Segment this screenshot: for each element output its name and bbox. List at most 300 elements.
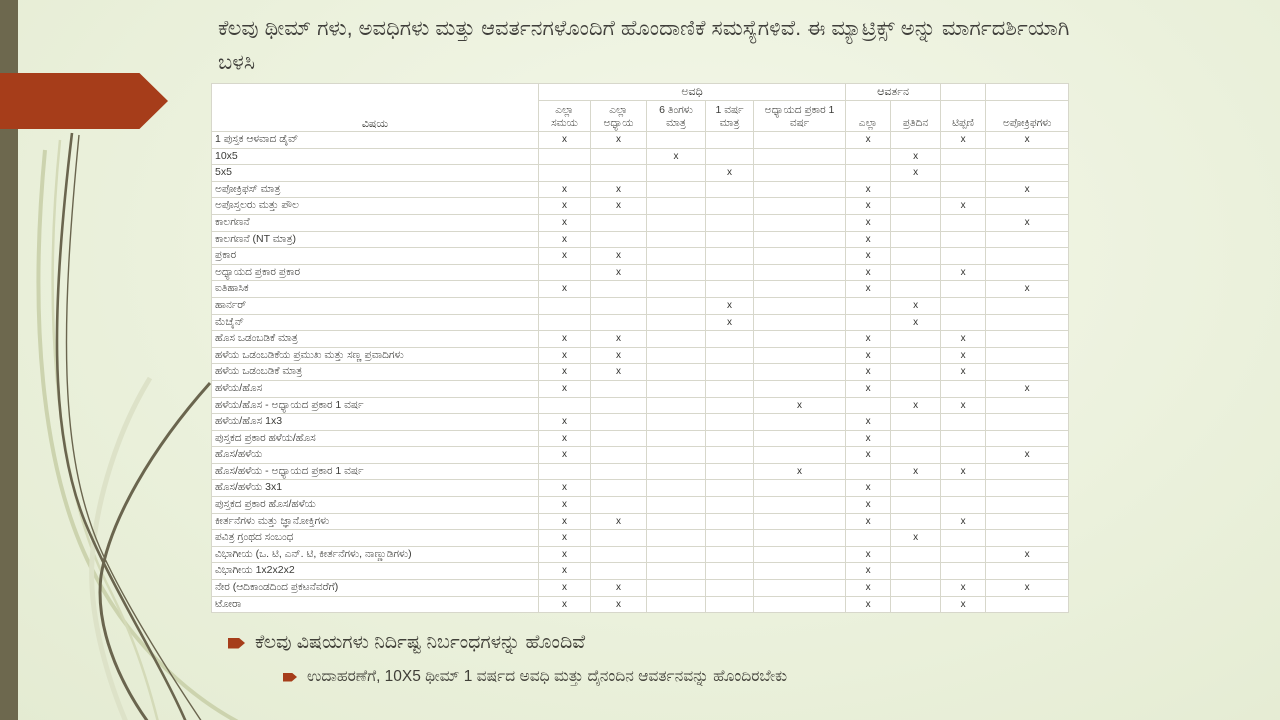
column-header: ಎಲ್ಲಾ ಸಮಯ xyxy=(539,101,591,132)
bullet-text: ಉದಾಹರಣೆಗೆ, 10X5 ಥೀಮ್ 1 ವರ್ಷದ ಅವಧಿ ಮತ್ತು ದೈನಂದಿನ ಆವರ್ತನವನ್ನು ಹೊಂದಿರಬೇಕು xyxy=(307,668,788,685)
mark-cell: x xyxy=(846,380,891,397)
mark-cell xyxy=(754,497,846,514)
mark-cell xyxy=(986,497,1069,514)
mark-cell: x xyxy=(986,546,1069,563)
mark-cell xyxy=(539,148,591,165)
row-label: ಐತಿಹಾಸಿಕ xyxy=(212,281,539,298)
mark-cell xyxy=(891,331,941,348)
mark-cell xyxy=(986,397,1069,414)
mark-cell: x xyxy=(846,364,891,381)
compatibility-matrix xyxy=(211,83,1069,613)
row-label: ಅಪೋಕ್ರಿಫಸ್ ಮಾತ್ರ xyxy=(212,181,539,198)
mark-cell: x xyxy=(846,264,891,281)
mark-cell: x xyxy=(591,347,647,364)
mark-cell: x xyxy=(539,513,591,530)
row-label: ಅಧ್ಯಾಯದ ಪ್ರಕಾರ ಪ್ರಕಾರ xyxy=(212,264,539,281)
mark-cell xyxy=(591,497,647,514)
mark-cell xyxy=(986,530,1069,547)
mark-cell: x xyxy=(986,580,1069,597)
mark-cell xyxy=(591,231,647,248)
mark-cell xyxy=(941,546,986,563)
table-row xyxy=(212,414,1069,431)
mark-cell: x xyxy=(891,463,941,480)
mark-cell xyxy=(706,264,754,281)
mark-cell xyxy=(891,414,941,431)
mark-cell: x xyxy=(754,397,846,414)
mark-cell xyxy=(591,397,647,414)
group-header-empty-2 xyxy=(986,84,1069,101)
mark-cell: x xyxy=(986,214,1069,231)
column-header: ಟಿಪ್ಪಣಿ xyxy=(941,101,986,132)
mark-cell xyxy=(986,463,1069,480)
mark-cell xyxy=(986,331,1069,348)
mark-cell xyxy=(706,546,754,563)
mark-cell xyxy=(706,181,754,198)
mark-cell xyxy=(591,314,647,331)
mark-cell xyxy=(591,447,647,464)
mark-cell xyxy=(941,314,986,331)
mark-cell: x xyxy=(591,181,647,198)
mark-cell xyxy=(754,347,846,364)
mark-cell xyxy=(706,331,754,348)
mark-cell: x xyxy=(539,596,591,613)
mark-cell xyxy=(891,447,941,464)
mark-cell: x xyxy=(591,580,647,597)
mark-cell xyxy=(647,132,706,149)
row-label: ಹಳೆಯ/ಹೊಸ - ಅಧ್ಯಾಯದ ಪ್ರಕಾರ 1 ವರ್ಷ xyxy=(212,397,539,414)
mark-cell: x xyxy=(591,513,647,530)
mark-cell: x xyxy=(986,181,1069,198)
mark-cell xyxy=(891,480,941,497)
mark-cell: x xyxy=(941,513,986,530)
mark-cell xyxy=(754,513,846,530)
mark-cell: x xyxy=(846,497,891,514)
mark-cell: x xyxy=(846,248,891,265)
mark-cell: x xyxy=(539,530,591,547)
table-row xyxy=(212,380,1069,397)
mark-cell xyxy=(754,331,846,348)
mark-cell xyxy=(647,380,706,397)
mark-cell: x xyxy=(941,463,986,480)
mark-cell: x xyxy=(591,364,647,381)
mark-cell xyxy=(754,297,846,314)
mark-cell xyxy=(986,596,1069,613)
mark-cell xyxy=(986,563,1069,580)
mark-cell xyxy=(706,596,754,613)
group-header-row xyxy=(212,84,1069,101)
mark-cell: x xyxy=(539,231,591,248)
mark-cell xyxy=(539,165,591,182)
mark-cell xyxy=(754,546,846,563)
mark-cell xyxy=(846,397,891,414)
mark-cell: x xyxy=(941,264,986,281)
mark-cell xyxy=(941,214,986,231)
mark-cell xyxy=(706,580,754,597)
mark-cell: x xyxy=(846,580,891,597)
mark-cell: x xyxy=(941,198,986,215)
mark-cell: x xyxy=(539,497,591,514)
mark-cell xyxy=(941,414,986,431)
column-header: ಎಲ್ಲಾ ಅಧ್ಯಾಯ xyxy=(591,101,647,132)
mark-cell xyxy=(647,480,706,497)
mark-cell xyxy=(941,430,986,447)
mark-cell xyxy=(706,364,754,381)
table-row xyxy=(212,281,1069,298)
mark-cell xyxy=(706,447,754,464)
mark-cell: x xyxy=(591,331,647,348)
mark-cell: x xyxy=(846,347,891,364)
mark-cell xyxy=(706,530,754,547)
mark-cell xyxy=(754,480,846,497)
mark-cell xyxy=(706,480,754,497)
mark-cell xyxy=(986,364,1069,381)
mark-cell xyxy=(647,530,706,547)
mark-cell xyxy=(941,148,986,165)
mark-cell: x xyxy=(846,480,891,497)
mark-cell xyxy=(647,248,706,265)
mark-cell xyxy=(891,264,941,281)
row-label: ಕಾಲಗಣನೆ (NT ಮಾತ್ರ) xyxy=(212,231,539,248)
mark-cell xyxy=(591,281,647,298)
mark-cell xyxy=(647,297,706,314)
mark-cell xyxy=(891,248,941,265)
mark-cell xyxy=(706,414,754,431)
mark-cell xyxy=(891,596,941,613)
mark-cell xyxy=(647,497,706,514)
mark-cell: x xyxy=(846,430,891,447)
mark-cell xyxy=(754,281,846,298)
row-label: ನೇರ (ಆದಿಕಾಂಡದಿಂದ ಪ್ರಕಟನೆವರೆಗೆ) xyxy=(212,580,539,597)
mark-cell: x xyxy=(846,214,891,231)
mark-cell xyxy=(941,447,986,464)
row-label: ಕಾಲಗಣನೆ xyxy=(212,214,539,231)
table-row xyxy=(212,546,1069,563)
mark-cell xyxy=(706,463,754,480)
table-row xyxy=(212,264,1069,281)
mark-cell xyxy=(706,148,754,165)
mark-cell xyxy=(754,314,846,331)
mark-cell xyxy=(986,248,1069,265)
mark-cell: x xyxy=(846,331,891,348)
column-header: ಅಧ್ಯಾಯದ ಪ್ರಕಾರ 1 ವರ್ಷ xyxy=(754,101,846,132)
column-header-subject: ವಿಷಯ xyxy=(212,84,539,132)
mark-cell xyxy=(647,397,706,414)
mark-cell: x xyxy=(846,596,891,613)
mark-cell: x xyxy=(706,297,754,314)
mark-cell xyxy=(591,530,647,547)
mark-cell xyxy=(846,165,891,182)
mark-cell xyxy=(591,563,647,580)
mark-cell xyxy=(706,248,754,265)
mark-cell: x xyxy=(647,148,706,165)
mark-cell xyxy=(986,430,1069,447)
mark-cell xyxy=(706,281,754,298)
column-header: ಎಲ್ಲಾ xyxy=(846,101,891,132)
mark-cell xyxy=(591,148,647,165)
mark-cell xyxy=(754,447,846,464)
row-label: 5x5 xyxy=(212,165,539,182)
row-label: 1 ಪುಸ್ತಕ ಆಳವಾದ ಡೈವ್ xyxy=(212,132,539,149)
table-row xyxy=(212,198,1069,215)
table-row xyxy=(212,331,1069,348)
mark-cell: x xyxy=(539,414,591,431)
mark-cell xyxy=(647,414,706,431)
mark-cell: x xyxy=(846,132,891,149)
mark-cell xyxy=(647,198,706,215)
mark-cell: x xyxy=(941,596,986,613)
mark-cell xyxy=(591,546,647,563)
bullet-list xyxy=(228,632,787,686)
mark-cell: x xyxy=(846,414,891,431)
mark-cell xyxy=(986,480,1069,497)
mark-cell: x xyxy=(891,314,941,331)
mark-cell xyxy=(647,165,706,182)
column-header: 6 ತಿಂಗಳು ಮಾತ್ರ xyxy=(647,101,706,132)
mark-cell xyxy=(754,414,846,431)
table-row xyxy=(212,563,1069,580)
row-label: ವಿಭಾಗೀಯ 1x2x2x2 xyxy=(212,563,539,580)
row-label: ಹೊಸ/ಹಳೆಯ xyxy=(212,447,539,464)
mark-cell xyxy=(986,513,1069,530)
mark-cell: x xyxy=(846,546,891,563)
row-label: 10x5 xyxy=(212,148,539,165)
mark-cell xyxy=(706,198,754,215)
mark-cell xyxy=(754,596,846,613)
accent-arrow-shape xyxy=(0,73,168,129)
mark-cell xyxy=(941,480,986,497)
mark-cell xyxy=(706,497,754,514)
row-label: ಟೋರಾ xyxy=(212,596,539,613)
bullet-arrow-icon xyxy=(228,638,245,649)
slide-title: ಕೆಲವು ಥೀಮ್ ಗಳು, ಅವಧಿಗಳು ಮತ್ತು ಆವರ್ತನಗಳೊಂದಿಗೆ ಹೊಂದಾಣಿಕೆ ಸಮಸ್ಯೆಗಳಿವೆ. ಈ ಮ್ಯಾಟ್ರಿಕ್ಸ್ ಅನ್ನು ಮಾರ್ಗದರ್ಶಿಯಾಗಿ ಬಳಸಿ xyxy=(218,17,1070,74)
mark-cell xyxy=(891,497,941,514)
mark-cell xyxy=(706,214,754,231)
table-row xyxy=(212,513,1069,530)
bullet-arrow-icon xyxy=(283,673,297,682)
table-row xyxy=(212,314,1069,331)
mark-cell xyxy=(754,563,846,580)
mark-cell xyxy=(986,314,1069,331)
row-label: ಅಪೊಸ್ತಲರು ಮತ್ತು ಪೌಲ xyxy=(212,198,539,215)
mark-cell xyxy=(647,447,706,464)
mark-cell xyxy=(891,364,941,381)
mark-cell xyxy=(539,314,591,331)
table-row xyxy=(212,463,1069,480)
row-label: ಹೊಸ/ಹಳೆಯ - ಅಧ್ಯಾಯದ ಪ್ರಕಾರ 1 ವರ್ಷ xyxy=(212,463,539,480)
mark-cell xyxy=(539,397,591,414)
table-row xyxy=(212,297,1069,314)
mark-cell xyxy=(706,397,754,414)
mark-cell: x xyxy=(539,347,591,364)
bullet-item xyxy=(228,632,787,654)
mark-cell: x xyxy=(941,364,986,381)
mark-cell xyxy=(754,132,846,149)
mark-cell xyxy=(846,148,891,165)
mark-cell xyxy=(891,380,941,397)
mark-cell xyxy=(754,530,846,547)
row-label: ಹಾರ್ನರ್ xyxy=(212,297,539,314)
mark-cell xyxy=(539,297,591,314)
mark-cell: x xyxy=(539,181,591,198)
mark-cell xyxy=(754,364,846,381)
mark-cell: x xyxy=(539,447,591,464)
mark-cell xyxy=(986,297,1069,314)
mark-cell: x xyxy=(846,447,891,464)
mark-cell: x xyxy=(591,132,647,149)
mark-cell: x xyxy=(706,165,754,182)
mark-cell xyxy=(941,165,986,182)
mark-cell xyxy=(754,181,846,198)
row-label: ಹೊಸ/ಹಳೆಯ 3x1 xyxy=(212,480,539,497)
mark-cell: x xyxy=(539,248,591,265)
mark-cell xyxy=(986,264,1069,281)
column-header: 1 ವರ್ಷ ಮಾತ್ರ xyxy=(706,101,754,132)
mark-cell xyxy=(591,214,647,231)
group-header-frequency: ಆವರ್ತನ xyxy=(846,84,941,101)
mark-cell: x xyxy=(986,447,1069,464)
mark-cell xyxy=(591,297,647,314)
mark-cell xyxy=(591,380,647,397)
table-row xyxy=(212,430,1069,447)
mark-cell xyxy=(706,513,754,530)
mark-cell: x xyxy=(846,198,891,215)
mark-cell xyxy=(941,497,986,514)
mark-cell xyxy=(591,480,647,497)
mark-cell xyxy=(647,214,706,231)
matrix-table xyxy=(211,83,1069,613)
row-label: ಪುಸ್ತಕದ ಪ್ರಕಾರ ಹೊಸ/ಹಳೆಯ xyxy=(212,497,539,514)
table-row xyxy=(212,596,1069,613)
mark-cell: x xyxy=(754,463,846,480)
column-header: ಪ್ರತಿದಿನ xyxy=(891,101,941,132)
mark-cell: x xyxy=(539,331,591,348)
mark-cell: x xyxy=(986,380,1069,397)
mark-cell xyxy=(891,132,941,149)
mark-cell xyxy=(891,563,941,580)
mark-cell xyxy=(986,414,1069,431)
column-header: ಅಪೋಕ್ರಿಫಗಳು xyxy=(986,101,1069,132)
table-row xyxy=(212,132,1069,149)
mark-cell: x xyxy=(539,430,591,447)
mark-cell xyxy=(706,380,754,397)
mark-cell: x xyxy=(539,198,591,215)
mark-cell xyxy=(754,430,846,447)
mark-cell: x xyxy=(846,513,891,530)
table-row xyxy=(212,181,1069,198)
mark-cell xyxy=(941,530,986,547)
mark-cell xyxy=(706,430,754,447)
mark-cell xyxy=(647,231,706,248)
mark-cell xyxy=(986,347,1069,364)
mark-cell: x xyxy=(891,397,941,414)
mark-cell xyxy=(941,248,986,265)
row-label: ಕೀರ್ತನೆಗಳು ಮತ್ತು ಜ್ಞಾನೋಕ್ತಿಗಳು xyxy=(212,513,539,530)
mark-cell: x xyxy=(941,347,986,364)
mark-cell xyxy=(891,580,941,597)
mark-cell: x xyxy=(539,580,591,597)
mark-cell: x xyxy=(539,132,591,149)
mark-cell xyxy=(846,297,891,314)
mark-cell xyxy=(647,513,706,530)
table-row xyxy=(212,497,1069,514)
mark-cell xyxy=(647,331,706,348)
mark-cell: x xyxy=(539,563,591,580)
mark-cell xyxy=(986,165,1069,182)
mark-cell xyxy=(706,563,754,580)
table-row xyxy=(212,347,1069,364)
table-row xyxy=(212,447,1069,464)
mark-cell: x xyxy=(986,281,1069,298)
mark-cell: x xyxy=(941,397,986,414)
row-label: ಮೆಚೈನ್ xyxy=(212,314,539,331)
mark-cell xyxy=(846,463,891,480)
mark-cell: x xyxy=(706,314,754,331)
mark-cell: x xyxy=(539,480,591,497)
mark-cell: x xyxy=(539,281,591,298)
mark-cell xyxy=(539,463,591,480)
table-row xyxy=(212,480,1069,497)
table-row xyxy=(212,148,1069,165)
table-row xyxy=(212,530,1069,547)
table-row xyxy=(212,397,1069,414)
mark-cell: x xyxy=(846,181,891,198)
mark-cell: x xyxy=(591,198,647,215)
mark-cell: x xyxy=(891,530,941,547)
mark-cell xyxy=(941,181,986,198)
mark-cell xyxy=(891,430,941,447)
mark-cell xyxy=(986,198,1069,215)
mark-cell xyxy=(754,231,846,248)
table-row xyxy=(212,165,1069,182)
mark-cell xyxy=(891,181,941,198)
mark-cell xyxy=(754,165,846,182)
mark-cell xyxy=(891,214,941,231)
mark-cell xyxy=(891,513,941,530)
mark-cell xyxy=(647,181,706,198)
mark-cell xyxy=(941,563,986,580)
mark-cell: x xyxy=(846,231,891,248)
group-header-empty-1 xyxy=(941,84,986,101)
mark-cell xyxy=(754,198,846,215)
row-label: ಹಳೆಯ/ಹೊಸ 1x3 xyxy=(212,414,539,431)
table-row xyxy=(212,231,1069,248)
mark-cell xyxy=(754,380,846,397)
group-header-duration: ಅವಧಿ xyxy=(539,84,846,101)
mark-cell: x xyxy=(846,281,891,298)
mark-cell xyxy=(891,546,941,563)
table-row xyxy=(212,364,1069,381)
mark-cell xyxy=(647,364,706,381)
row-label: ಹಳೆಯ/ಹೊಸ xyxy=(212,380,539,397)
mark-cell xyxy=(754,580,846,597)
table-row xyxy=(212,248,1069,265)
mark-cell xyxy=(706,347,754,364)
mark-cell xyxy=(754,214,846,231)
mark-cell xyxy=(647,546,706,563)
mark-cell xyxy=(647,314,706,331)
bullet-text: ಕೆಲವು ವಿಷಯಗಳು ನಿರ್ದಿಷ್ಟ ನಿರ್ಬಂಧಗಳನ್ನು ಹೊಂದಿವೆ xyxy=(255,632,586,653)
mark-cell xyxy=(706,231,754,248)
mark-cell xyxy=(941,231,986,248)
row-label: ಹಳೆಯ ಒಡಂಬಡಿಕೆಯ ಪ್ರಮುಖ ಮತ್ತು ಸಣ್ಣ ಪ್ರವಾದಿಗಳು xyxy=(212,347,539,364)
mark-cell xyxy=(986,231,1069,248)
table-row xyxy=(212,214,1069,231)
mark-cell: x xyxy=(941,331,986,348)
mark-cell: x xyxy=(591,596,647,613)
mark-cell xyxy=(647,264,706,281)
mark-cell xyxy=(591,165,647,182)
mark-cell: x xyxy=(539,214,591,231)
